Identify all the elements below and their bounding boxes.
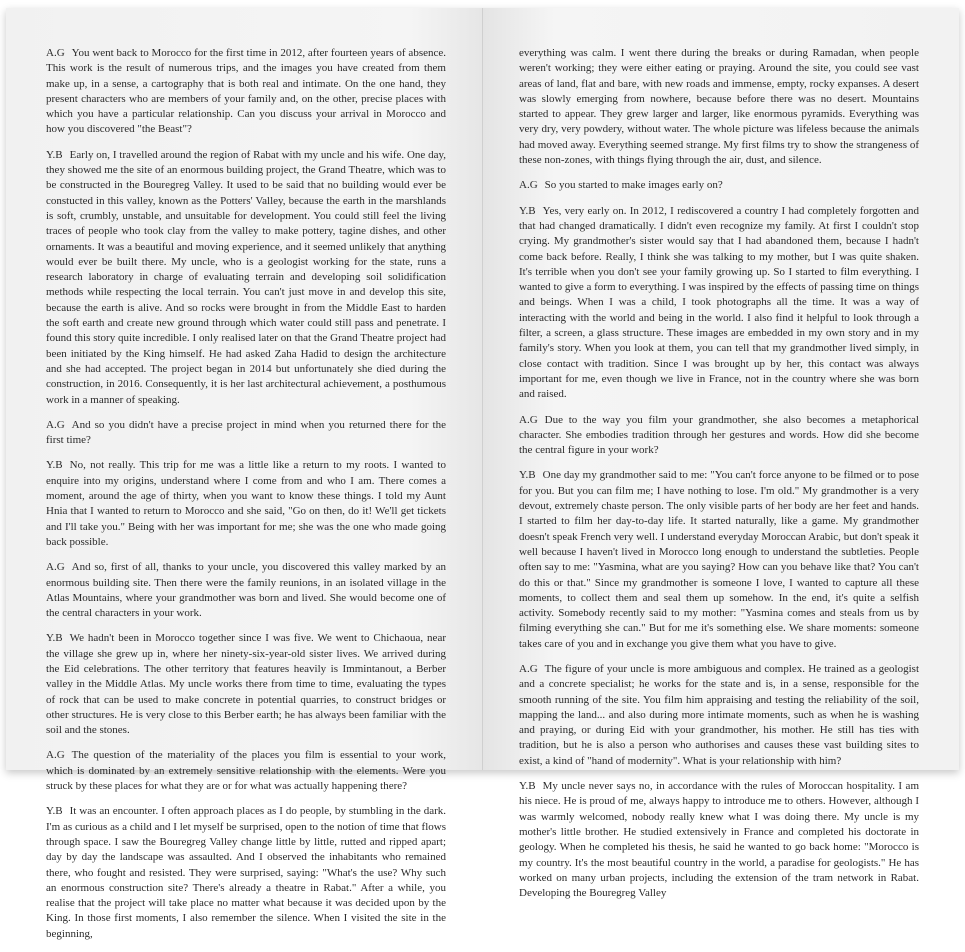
speaker-initials: A.G bbox=[519, 662, 538, 675]
speaker-initials: Y.B bbox=[46, 632, 63, 645]
paragraph bbox=[46, 631, 446, 738]
right-page bbox=[483, 8, 959, 900]
paragraph-text: Yes, very early on. In 2012, I rediscovered a country I had completely forgotten and that had changed dramatically. I didn't even recognize my family. At first I couldn't stop crying. My grandmother's sister would say that I had abandoned them, because I hadn't come back before. Really, I think she was talking to my mother, but I was quite shaken. It's terrible when you don't see your family growing up. So I started to film everything. I wanted to give a form to everything. I was inspired by the effects of passing time on things and beings. When I was a child, I took photographs all the time. It was a way of interacting with the world and being in the world. I also find it helpful to look through a filter, a screen, a glass structure. These images are embedded in my own story and in my family's story. When you look at them, you can tell that my grandmother lived simply, in close contact with tradition. Since I was brought up by her, this contact was always important for me, even though we live in France, not in the country where she was born and raised. bbox=[519, 204, 919, 401]
left-page bbox=[6, 8, 482, 940]
paragraph bbox=[46, 560, 446, 621]
speaker-initials: A.G bbox=[46, 749, 65, 762]
speaker-initials: Y.B bbox=[519, 469, 536, 482]
paragraph bbox=[46, 804, 446, 942]
paragraph-text: One day my grandmother said to me: "You can't force anyone to be filmed or to pose for you. But you can film me; I have nothing to lose. I'm old." My grandmother is a very devout, extremely chaste person. The only visible parts of her body are her feet and hands. I started to film her day-to-day life. It started naturally, like a game. My grandmother doesn't speak French very well. I understand everyday Moroccan Arabic, but don't speak it well because I haven't lived in Morocco long enough to understand the subtleties. People often say to me: "Yasmina, what are you saying? How can you behave like that? You can't do this or that." Since my grandmother is someone I love, I wanted to capture all these moments, to collect them and seal them up somehow. In the end, it's quite a selfish activity. Somebody recently said to my mother: "Yasmina comes and steals from us by filming everything she can." But for me it's something else. We share moments: someone takes care of you and in exchange you give them what you have to give. bbox=[519, 469, 919, 650]
left-page-column bbox=[46, 46, 446, 952]
speaker-initials: Y.B bbox=[46, 148, 63, 161]
paragraph bbox=[46, 418, 446, 449]
paragraph-text: We hadn't been in Morocco together since I was five. We went to Chichaoua, near the village she grew up in, where her ninety-six-year-old sister lives. We arrived during the Eid celebrations. The other territory that features heavily is Immintanout, a Berber valley in the Middle Atlas. My uncle works there from time to time, evaluating the types of rock that can be used to make concrete in potential quarries, to construct bridges or other structures. He is very close to this Berber earth; he has always been familiar with the soil and the stones. bbox=[46, 632, 446, 737]
paragraph-text: No, not really. This trip for me was a little like a return to my roots. I wanted to enquire into my origins, understand where I come from and who I am. There comes a moment, around the age of thirty, when you want to know these things. I told my Aunt Hnia that I wanted to return to Morocco and she said, "Go on then, do it! We'll get tickets and I'll take you." Being with her was important for me; she was the one who made going back possible. bbox=[46, 459, 446, 548]
speaker-initials: A.G bbox=[46, 561, 65, 574]
paragraph-text: So you started to make images early on? bbox=[544, 179, 723, 192]
speaker-initials: Y.B bbox=[519, 780, 536, 793]
paragraph bbox=[519, 779, 919, 901]
paragraph bbox=[519, 413, 919, 459]
paragraph-text: My uncle never says no, in accordance with the rules of Moroccan hospitality. I am his niece. He is proud of me, always happy to introduce me to others. However, although I was warmly welcomed, nobody really knew what I was doing there. My uncle is my mother's little brother. He studied extensively in France and completed his doctorate in geology. When he completed his thesis, he said he wanted to go back home: "Morocco is my country. It's the most beautiful country in the world, a paradise for geologists." He has worked on many urban projects, including the extension of the tram network in Rabat. Developing the Bouregreg Valley bbox=[519, 780, 919, 900]
book-spread bbox=[6, 8, 959, 940]
paragraph bbox=[46, 148, 446, 408]
speaker-initials: Y.B bbox=[46, 805, 63, 818]
paragraph-text: It was an encounter. I often approach places as I do people, by stumbling in the dark. I'm as curious as a child and I let myself be surprised, open to the notion of time that flows through space. I saw the Bouregreg Valley change little by little, rutted and ripped apart; day by day the landscape was assaulted. And I observed the inhabitants who remained there, who fought and resisted. They were surprised, saying: "What's the use? Why such an enormous construction site? There's already a theatre in Rabat." After a while, you realise that the project will take place no matter what because it was decided upon by the King. In those first moments, I also remember the silence. When I visited the site in the beginning, bbox=[46, 805, 446, 940]
paragraph bbox=[519, 468, 919, 652]
paragraph-text: everything was calm. I went there during the breaks or during Ramadan, when people weren't working; they were either eating or praying. Around the site, you could see vast areas of land, flat and bare, with new roads and immense, empty, rocky expanses. A desert was slowly emerging from nowhere, because before there was no desert. Mountains started to appear. They grew larger and larger, like enormous pyramids. Everything was very dry, very powdery, without water. The whole picture was lifeless because the animals had moved away. Everything seemed strange. My first films try to show the strangeness of these non-zones, with things flying through the air, dust, and silence. bbox=[519, 47, 919, 167]
paragraph bbox=[46, 458, 446, 550]
paragraph-text: And so you didn't have a precise project in mind when you returned there for the first time? bbox=[46, 418, 446, 447]
speaker-initials: Y.B bbox=[46, 459, 63, 472]
paragraph-text: Early on, I travelled around the region of Rabat with my uncle and his wife. One day, they showed me the site of an enormous building project, the Grand Theatre, which was to be constructed in the Bouregreg Valley. It used to be said that no building would ever be constucted in this valley, known as the Potters' Valley, because the earth in the marshlands is soft, crumbly, unstable, and unsuitable for development. You could still feel the living traces of people who took clay from the valley to make pottery, tagine dishes, and other ornaments. It was a beautiful and moving experience, and it seemed unlikely that anything would ever be built there. My uncle, who is a geologist working for the state, runs a research laboratory in charge of evaluating terrain and developing soil solidification methods while respecting the local terrain. You can't just move in and develop this site, because the earth is alive. And so rocks were brought in from the Middle East to harden the soft earth and create new ground through which water could still pass and penetrate. I found this story quite incredible. I only realised later on that the Grand Theatre project had been initiated by the King himself. He had asked Zaha Hadid to design the architecture and she had accepted. The project began in 2014 but unfortunately she died during the construction, in 2016. Consequently, it is her last architectural achievement, a posthumous work in a manner of speaking. bbox=[46, 148, 446, 406]
paragraph-text: You went back to Morocco for the first time in 2012, after fourteen years of absence. This work is the result of numerous trips, and the images you have created from them make up, in a sense, a cartography that is both real and intimate. On the one hand, they present characters who are members of your family and, on the other, precise places with which you have a particular relationship. Can you discuss your arrival in Morocco and how you discovered "the Beast"? bbox=[46, 47, 446, 136]
paragraph-text: The question of the materiality of the places you film is essential to your work, which is dominated by an extremely sensitive relationship with the elements. Were you struck by these places for what they are or for what was actually happening there? bbox=[46, 749, 446, 793]
paragraph bbox=[46, 46, 446, 138]
paragraph bbox=[519, 662, 919, 769]
speaker-initials: A.G bbox=[519, 413, 538, 426]
paragraph-text: And so, first of all, thanks to your uncle, you discovered this valley marked by an enormous building site. Then there were the family reunions, in an isolated village in the Atlas Mountains, where your grandmother was born and lived. She would become one of the central characters in your work. bbox=[46, 561, 446, 620]
speaker-initials: A.G bbox=[46, 47, 65, 59]
speaker-initials: Y.B bbox=[519, 204, 536, 217]
paragraph bbox=[519, 204, 919, 403]
right-page-column bbox=[519, 46, 919, 911]
speaker-initials: A.G bbox=[519, 179, 538, 192]
paragraph-text: Due to the way you film your grandmother, she also becomes a metaphorical character. She embodies tradition through her gestures and words. How did she become the central figure in your work? bbox=[519, 413, 919, 457]
paragraph bbox=[519, 46, 919, 168]
paragraph bbox=[519, 178, 919, 193]
speaker-initials: A.G bbox=[46, 418, 65, 431]
paragraph bbox=[46, 748, 446, 794]
paragraph-text: The figure of your uncle is more ambiguous and complex. He trained as a geologist and a concrete specialist; he works for the state and is, in a sense, responsible for the smooth running of the site. You film him appraising and testing the reliability of the soil, mapping the land... and also during more intimate moments, such as when he is washing and praying, or during Eid with your grandmother, his mother. He still has ties with tradition, but he is also a person who authorises and causes these vast building sites to exist, a kind of "hand of modernity". What is your relationship with him? bbox=[519, 662, 919, 767]
